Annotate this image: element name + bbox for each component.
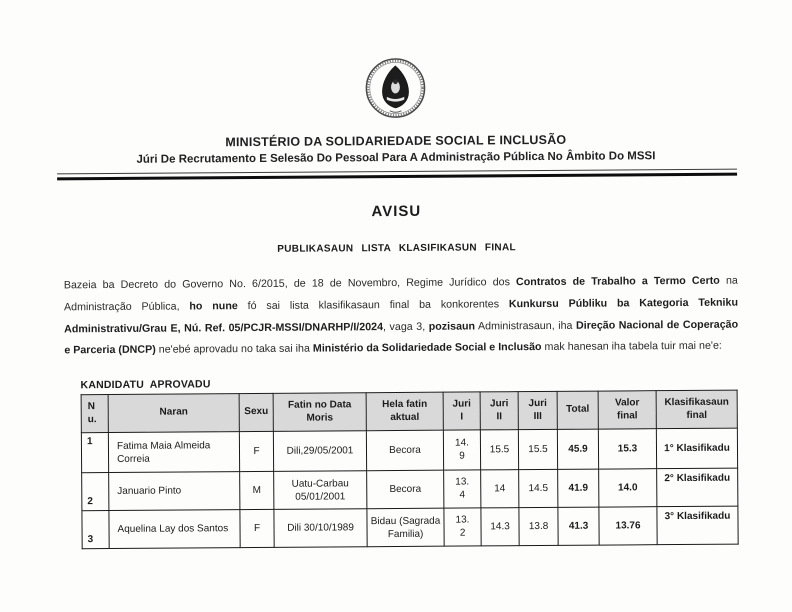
notice-body-paragraph	[64, 271, 739, 363]
table-cell: 2° Klasifikadu	[657, 468, 738, 507]
column-header: Total	[557, 391, 598, 429]
column-header: Klasifikasaun final	[656, 390, 737, 429]
table-body	[81, 428, 738, 549]
body-text-segment: Direção Nacional de Coperação e Parceria (DNCP)	[64, 318, 739, 357]
body-text-segment: ne'ebé aprovadu no taka sai iha	[155, 342, 313, 357]
column-header: Naran	[108, 394, 239, 433]
body-text-segment: pozisaun	[428, 320, 476, 333]
body-text-segment: ho nune	[189, 299, 238, 313]
notice-title: AVISU	[371, 202, 422, 221]
body-text-segment: Bazeia ba Decreto do Governo No. 6/2015, de 18 de Novembro, Regime Jurídico dos	[63, 276, 517, 292]
table-row	[82, 468, 738, 511]
header-divider	[57, 169, 737, 181]
notice-subtitle: PUBLIKASAUN LISTA KLASIFIKASUN FINAL	[277, 242, 516, 255]
jury-subtitle: Júri De Recrutamento E Selesão Do Pessoal Para A Administração Pública No Âmbito Do MSSI	[136, 150, 656, 166]
document-header	[0, 0, 792, 181]
table-cell: 13. 2	[444, 508, 481, 546]
table-cell: 45.9	[557, 429, 598, 469]
table-cell: 15.3	[598, 429, 656, 469]
body-text-segment: fó sai lista klasifikasaun final ba konkorentes	[237, 298, 509, 312]
ministry-name: MINISTÉRIO DA SOLIDARIEDADE SOCIAL E INCLUSÃO	[225, 132, 567, 150]
body-text-segment: na Administração Pública,	[63, 274, 738, 314]
table-cell: F	[239, 432, 273, 472]
table-row	[82, 506, 738, 549]
table-cell: 1	[81, 433, 108, 473]
table-cell: 15.5	[518, 430, 557, 470]
table-cell: 14. 9	[443, 430, 480, 470]
body-text-segment: Contratos de Trabalho a Termo Certo	[515, 274, 720, 289]
table-cell: M	[240, 472, 274, 510]
table-cell: 1° Klasifikadu	[656, 428, 737, 469]
table-cell: 3	[82, 511, 109, 549]
table-cell: Bidau (Sagrada Familia)	[367, 508, 444, 547]
table-cell: Dili 30/10/1989	[274, 509, 367, 548]
column-header: Juri I	[443, 392, 480, 430]
column-header: Juri III	[518, 392, 557, 430]
table-cell: F	[240, 510, 274, 548]
table-cell: Januario Pinto	[109, 472, 240, 511]
table-cell: Dili,29/05/2001	[273, 431, 366, 472]
column-header: N u.	[81, 395, 108, 433]
body-text-segment: mak hanesan iha tabela tuir mai ne'e:	[541, 340, 722, 354]
column-header: Juri II	[480, 392, 518, 430]
table-cell: Fatima Maia Almeida Correia	[108, 432, 239, 473]
column-header: Fatin no Data Moris	[273, 393, 366, 432]
table-cell: 3° Klasifikadu	[657, 506, 738, 545]
body-text-segment: Ministério da Solidariedade Social e Inclusão	[312, 341, 542, 355]
table-cell: Becora	[366, 430, 443, 471]
final-classification-table	[81, 390, 739, 550]
table-row	[81, 428, 737, 473]
approved-candidates-label: KANDIDATU APROVADU	[80, 378, 211, 392]
body-text-segment: Kunkursu Públiku ba Kategoria Tekniku Administrativu/Grau E, Nú. Ref. 05/PCJR-MSSI/DNARHP/I/2024	[64, 296, 739, 335]
table-cell: 2	[82, 473, 109, 511]
table-cell: 13.76	[599, 507, 657, 545]
table-cell: 14.5	[519, 470, 558, 508]
table-row	[81, 390, 737, 433]
table-cell: 15.5	[480, 430, 518, 470]
column-header: Valor final	[598, 391, 656, 429]
column-header: Hela fatin aktual	[366, 392, 443, 431]
table-header-row	[81, 390, 737, 433]
table-cell: Uatu-Carbau 05/01/2001	[274, 471, 367, 510]
table-cell: 41.9	[558, 469, 599, 507]
table-cell: 13. 4	[444, 470, 481, 508]
table-cell: 41.3	[558, 507, 599, 545]
table-cell: Aquelina Lay dos Santos	[109, 510, 240, 549]
column-header: Sexu	[239, 394, 273, 432]
ministry-seal-icon	[364, 55, 426, 125]
body-text-segment: , vaga 3,	[382, 320, 429, 333]
table-cell: 14	[481, 470, 519, 508]
body-text-segment: Administrasaun, iha	[475, 319, 577, 333]
table-cell: 14.3	[481, 508, 519, 546]
table-cell: 14.0	[599, 469, 657, 507]
table-cell: Becora	[367, 470, 444, 509]
table-cell: 13.8	[519, 508, 558, 546]
